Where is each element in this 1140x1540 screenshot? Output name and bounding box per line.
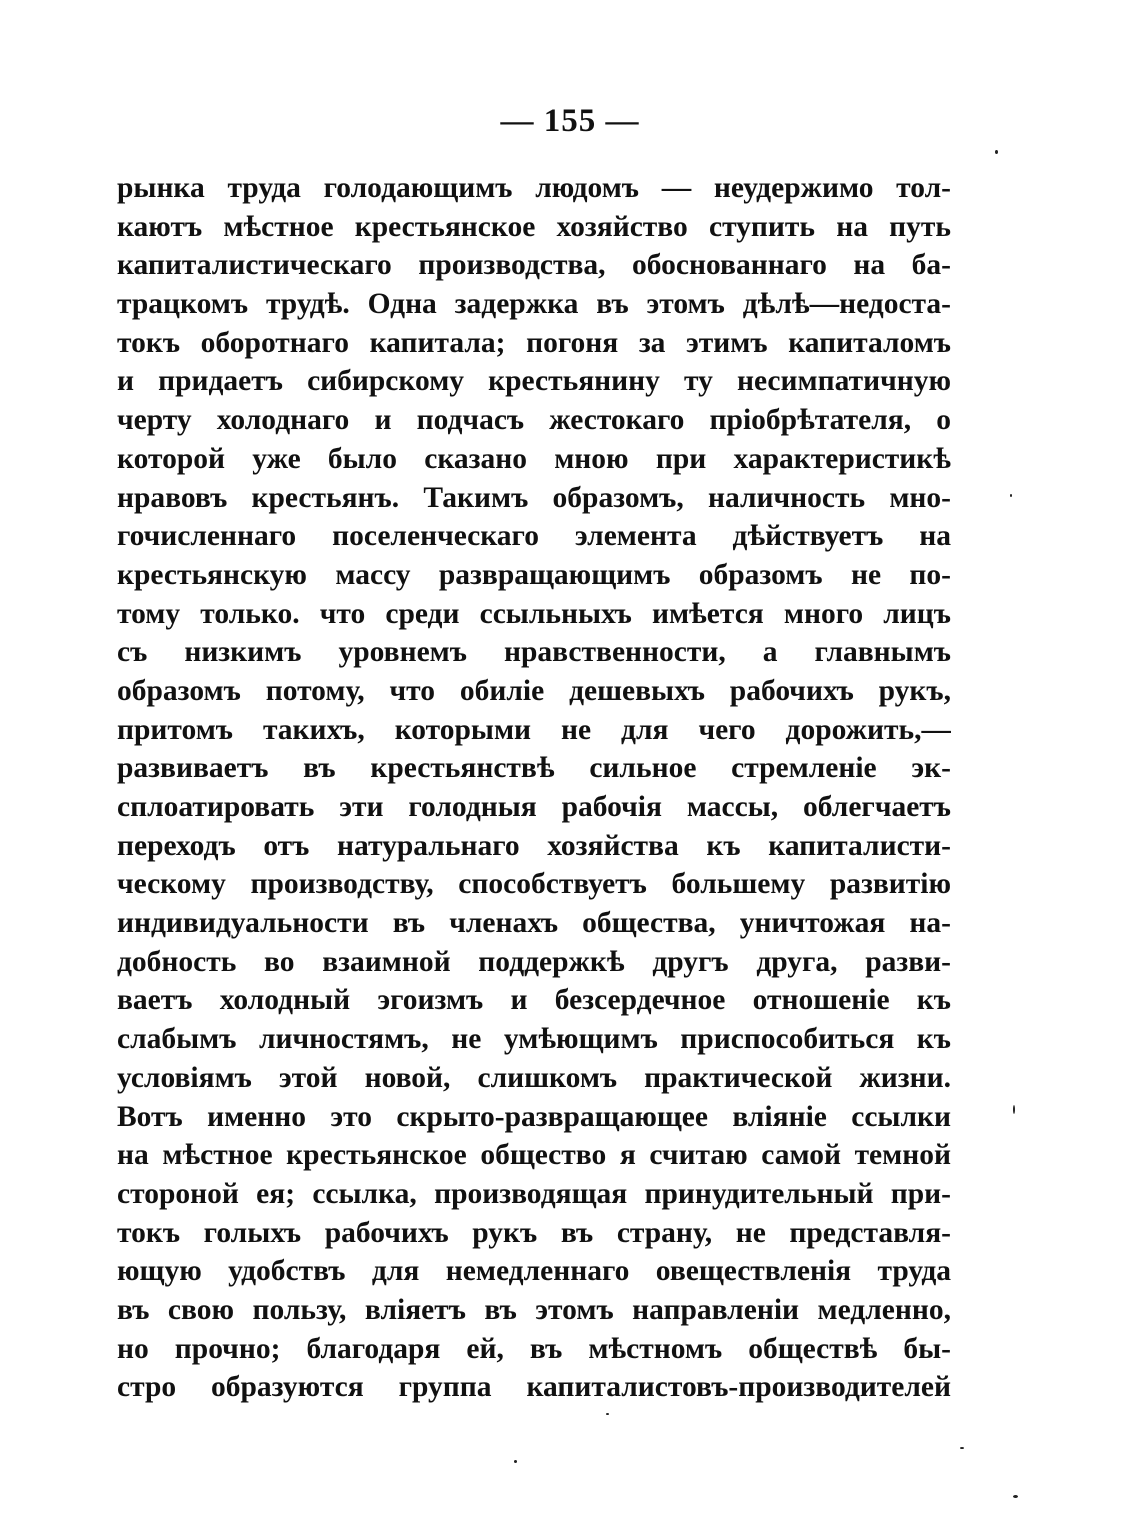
text-line: ваетъ холодный эгоизмъ и безсердечное отношеніе къ: [117, 984, 951, 1017]
scan-speck: [1013, 1105, 1015, 1114]
text-line: трацкомъ трудѣ. Одна задержка въ этомъ дѣлѣ—недоста-: [117, 288, 951, 321]
text-line: индивидуальности въ членахъ общества, уничтожая на-: [117, 907, 951, 940]
text-line: и придаетъ сибирскому крестьянину ту несимпатичную: [117, 365, 951, 398]
text-line: гочисленнаго поселенческаго элемента дѣйствуетъ на: [117, 520, 951, 553]
text-line: притомъ такихъ, которыми не для чего дорожить,—: [117, 713, 951, 746]
text-line: слабымъ личностямъ, не умѣющимъ приспособиться къ: [117, 1023, 951, 1056]
text-line: развиваетъ въ крестьянствѣ сильное стремленіе эк-: [117, 752, 951, 785]
text-line: переходъ отъ натуральнаго хозяйства къ капиталисти-: [117, 829, 951, 862]
text-line: токъ оборотнаго капитала; погоня за этимъ капиталомъ: [117, 326, 951, 359]
text-line: нравовъ крестьянъ. Такимъ образомъ, наличность мно-: [117, 481, 951, 514]
body-text: [117, 169, 951, 1407]
text-line: черту холоднаго и подчасъ жестокаго пріобрѣтателя, о: [117, 404, 951, 437]
page-number: — 155 —: [500, 103, 640, 139]
text-line: но прочно; благодаря ей, въ мѣстномъ обществѣ бы-: [117, 1332, 951, 1365]
text-line: токъ голыхъ рабочихъ рукъ въ страну, не представля-: [117, 1216, 951, 1249]
text-line: ющую удобствъ для немедленнаго овеществленія труда: [117, 1255, 951, 1288]
text-line: стро образуются группа капиталистовъ-производителей: [117, 1371, 951, 1404]
text-line: стороной ея; ссылка, производящая принудительный при-: [117, 1177, 951, 1210]
text-line: ческому производству, способствуетъ большему развитію: [117, 868, 951, 901]
scan-speck: [514, 1460, 517, 1463]
scan-speck: [1010, 494, 1012, 497]
text-line: крестьянскую массу развращающимъ образомъ не по-: [117, 558, 951, 591]
text-line: въ свою пользу, вліяетъ въ этомъ направленіи медленно,: [117, 1293, 951, 1326]
text-line: которой уже было сказано мною при характеристикѣ: [117, 442, 951, 475]
text-line: на мѣстное крестьянское общество я считаю самой темной: [117, 1139, 951, 1172]
scan-speck: [606, 1413, 609, 1415]
text-line: условіямъ этой новой, слишкомъ практической жизни.: [117, 1061, 951, 1094]
text-line: образомъ потому, что обиліе дешевыхъ рабочихъ рукъ,: [117, 674, 951, 707]
text-line: капиталистическаго производства, обоснованнаго на ба-: [117, 249, 951, 282]
text-line: каютъ мѣстное крестьянское хозяйство ступить на путь: [117, 210, 951, 243]
text-line: рынка труда голодающимъ людомъ — неудержимо тол-: [117, 172, 951, 204]
text-line: Вотъ именно это скрыто-развращающее вліяніе ссылки: [117, 1100, 951, 1133]
text-line: сплоатировать эти голодныя рабочія массы, облегчаетъ: [117, 791, 951, 823]
scan-speck: [960, 1447, 964, 1449]
text-line: тому только. что среди ссыльныхъ имѣется много лицъ: [117, 597, 951, 630]
scan-speck: [995, 150, 998, 154]
text-line: добность во взаимной поддержкѣ другъ друга, разви-: [117, 945, 951, 978]
scan-speck: [1013, 1495, 1018, 1498]
text-line: съ низкимъ уровнемъ нравственности, а главнымъ: [117, 636, 951, 669]
